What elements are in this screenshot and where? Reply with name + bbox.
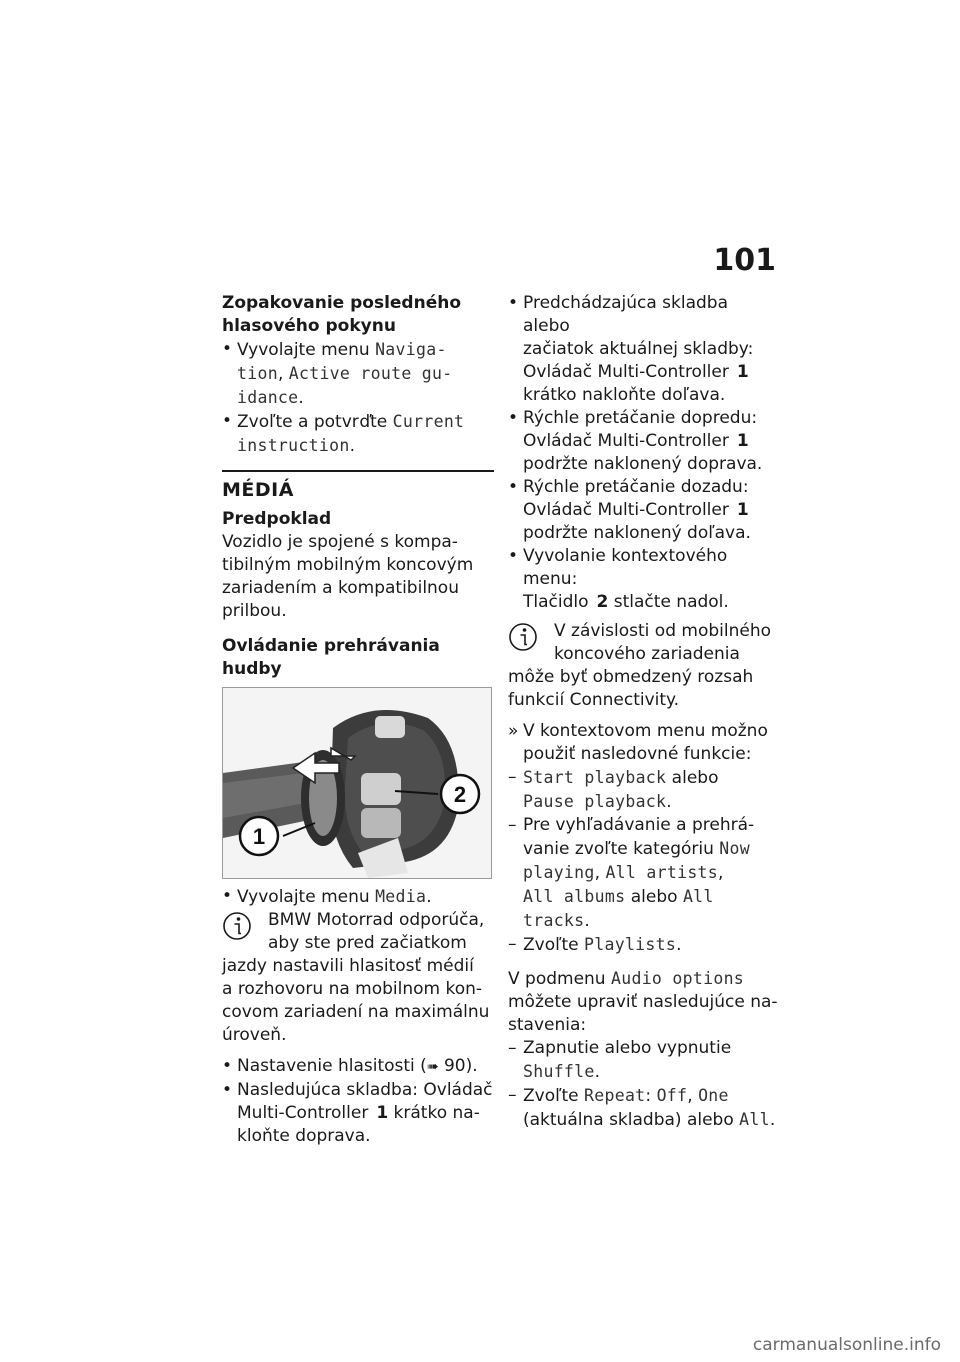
bullet-fast-forward: • Rýchle pretáčanie dopredu: Ovládač Multi-Controller 1 podržte naklonený doprava.: [508, 407, 780, 476]
handlebar-controls-photo: [222, 687, 492, 879]
callout-label-1: 1: [252, 824, 266, 849]
info-icon: [508, 622, 538, 652]
bullet-previous-track: • Predchádzajúca skladba alebo začiatok aktuálnej skladby: Ovládač Multi-Controller 1 krátko nakloňte doľava.: [508, 292, 780, 407]
bullet-open-navigation: • Vyvolajte menu Naviga- tion, Active route gu- idance.: [222, 338, 494, 410]
page-number: 101: [713, 243, 776, 278]
info-icon: [222, 911, 252, 941]
dash-start-pause-playback: – Start playback alebo Pause playback.: [508, 766, 780, 814]
context-menu-functions: » V kontextovom menu možno použiť nasledovné funkcie:: [508, 720, 780, 766]
prerequisite-heading: Predpoklad: [222, 509, 332, 529]
dash-search-categories: – Pre vyhľadávanie a prehrá- vanie zvoľte kategóriu Now playing, All artists, All albums alebo All tracks.: [508, 814, 780, 933]
section-divider: [222, 470, 494, 472]
info-note-connectivity: V závislosti od mobilného koncového zariadenia môže byť obmedzený rozsah funkcií Connectivity.: [508, 621, 771, 710]
bullet-volume-setting: • Nastavenie hlasitosti (➠ 90).: [222, 1055, 494, 1079]
repeat-command-heading: Zopakovanie posledného hlasového pokynu: [222, 293, 462, 336]
bullet-next-track: • Nasledujúca skladba: Ovládač Multi-Controller 1 krátko na- kloňte doprava.: [222, 1079, 494, 1148]
dash-repeat: – Zvoľte Repeat: Off, One (aktuálna skladba) alebo All.: [508, 1084, 780, 1132]
dash-shuffle: – Zapnutie alebo vypnutie Shuffle.: [508, 1037, 780, 1084]
music-control-heading: Ovládanie prehrávania hudby: [222, 636, 440, 679]
handlebar-illustration: [223, 688, 491, 878]
bullet-open-media: • Vyvolajte menu Media.: [222, 885, 494, 909]
watermark: carmanualsonline.info: [752, 1335, 941, 1355]
dash-select-playlists: – Zvoľte Playlists.: [508, 933, 780, 957]
bullet-select-current-instruction: • Zvoľte a potvrďte Current instruction.: [222, 410, 494, 458]
left-column: [222, 292, 494, 1148]
prerequisite-text: Vozidlo je spojené s kompa- tibilným mobilným koncovým zariadením a kompatibilnou prilbou.: [222, 532, 474, 621]
bullet-rewind: • Rýchle pretáčanie dozadu: Ovládač Multi-Controller 1 podržte naklonený doľava.: [508, 476, 780, 545]
callout-label-2: 2: [453, 782, 467, 807]
right-column: [508, 292, 780, 1132]
info-note-volume: BMW Motorrad odporúča, aby ste pred začiatkom jazdy nastavili hlasitosť médií a rozhovoru na mobilnom kon- covom zariadení na maximálnu úroveň.: [222, 910, 490, 1045]
bullet-context-menu: • Vyvolanie kontextového menu: Tlačidlo 2 stlačte nadol.: [508, 545, 780, 614]
reference-arrow-icon: ➠: [426, 1059, 439, 1075]
section-title-media: MÉDIÁ: [222, 479, 294, 501]
audio-options-intro: V podmenu Audio options môžete upraviť nasledujúce na- stavenia:: [508, 969, 778, 1035]
